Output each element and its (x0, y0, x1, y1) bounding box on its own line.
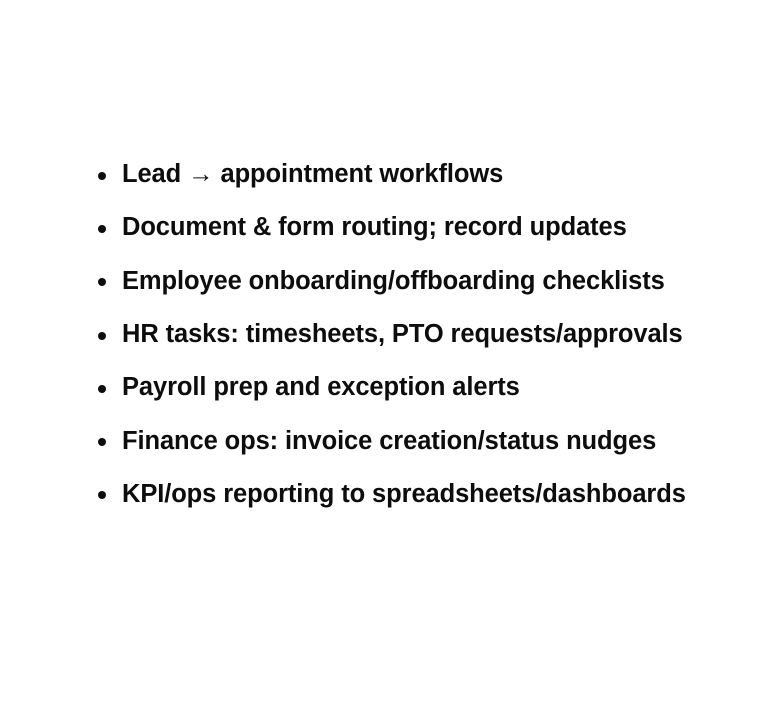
bullet-dot-icon (98, 225, 106, 233)
bullet-dot-icon (98, 438, 106, 446)
bullet-dot-icon (98, 491, 106, 499)
list-item-text: Employee onboarding/offboarding checklists (122, 266, 665, 295)
list-item (98, 414, 686, 467)
list-item-text: Finance ops: invoice creation/status nudges (122, 426, 657, 455)
bullet-dot-icon (98, 278, 106, 286)
list-item (98, 148, 686, 201)
list-item-text: Payroll prep and exception alerts (122, 373, 520, 402)
list-item (98, 255, 686, 308)
list-item (98, 361, 686, 414)
bullet-list (98, 148, 686, 521)
list-item-text: Lead → appointment workflows (122, 160, 504, 189)
list-item-text: HR tasks: timesheets, PTO requests/approvals (122, 320, 683, 349)
bullet-dot-icon (98, 172, 106, 180)
list-item (98, 308, 686, 361)
bullet-dot-icon (98, 332, 106, 340)
list-item-text: Document & form routing; record updates (122, 213, 627, 242)
list-item (98, 468, 686, 521)
bullet-dot-icon (98, 385, 106, 393)
list-item-text: KPI/ops reporting to spreadsheets/dashboards (122, 479, 686, 508)
list-item (98, 201, 686, 254)
